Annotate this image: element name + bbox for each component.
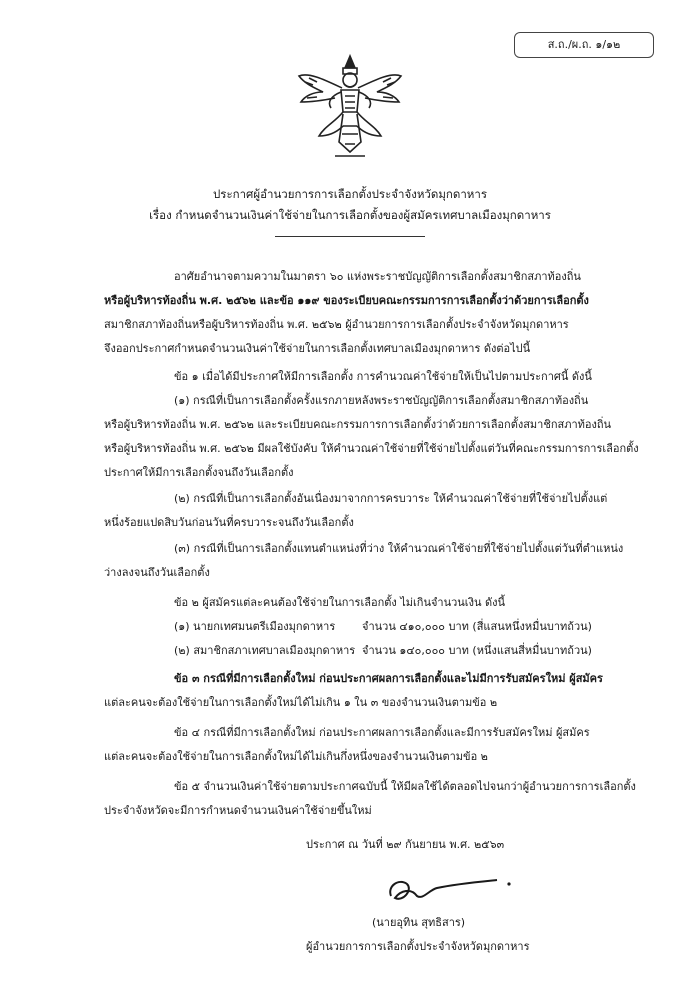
clause-1-item-3: (๓) กรณีที่เป็นการเลือกตั้งแทนตำแหน่งที่ว่าง ให้คำนวณค่าใช้จ่ายที่ใช้จ่ายไปตั้งแต่วันที่ตำแหน่ง [174,542,624,555]
clause-1-item-1: หรือผู้บริหารท้องถิ่น พ.ศ. ๒๕๖๒ มีผลใช้บังคับ ให้คำนวณค่าใช้จ่ายที่ใช้จ่ายไปตั้งแต่วันที่คณะกรรมการการเลือกตั้ง [104,442,639,455]
preamble-line: จึงออกประกาศกำหนดจำนวนเงินค่าใช้จ่ายในการเลือกตั้งเทศบาลเมืองมุกดาหาร ดังต่อไปนี้ [104,342,531,355]
preamble-line: หรือผู้บริหารท้องถิ่น พ.ศ. ๒๕๖๒ และข้อ ๑๑๙ ของระเบียบคณะกรรมการการเลือกตั้งว่าด้วยการเลือกตั้ง [104,294,589,307]
clause-2-row-amount: จำนวน ๑๔๐,๐๐๐ บาท (หนึ่งแสนสี่หมื่นบาทถ้วน) [362,644,592,657]
clause-5-line: ข้อ ๕ จำนวนเงินค่าใช้จ่ายตามประกาศฉบับนี้ ให้มีผลใช้ได้ตลอดไปจนกว่าผู้อำนวยการการเลือกตั้ง [174,780,636,793]
garuda-emblem-icon [295,52,405,162]
announcement-issuer: ประกาศผู้อำนวยการการเลือกตั้งประจำจังหวัดมุกดาหาร [212,187,488,201]
clause-1-item-3: ว่างลงจนถึงวันเลือกตั้ง [104,566,210,579]
clause-1-item-1: ประกาศให้มีการเลือกตั้งจนถึงวันเลือกตั้ง [104,466,294,479]
preamble-line: สมาชิกสภาท้องถิ่นหรือผู้บริหารท้องถิ่น พ.ศ. ๒๕๖๒ ผู้อำนวยการการเลือกตั้งประจำจังหวัดมุกดาหาร [104,318,569,331]
clause-3-line: แต่ละคนจะต้องใช้จ่ายในการเลือกตั้งใหม่ได้ไม่เกิน ๑ ใน ๓ ของจำนวนเงินตามข้อ ๒ [104,696,498,709]
announcement-date: ประกาศ ณ วันที่ ๒๙ กันยายน พ.ศ. ๒๕๖๓ [306,838,505,851]
preamble-line: อาศัยอำนาจตามความในมาตรา ๖๐ แห่งพระราชบัญญัติการเลือกตั้งสมาชิกสภาท้องถิ่น [174,270,581,283]
clause-2-row-label: (๒) สมาชิกสภาเทศบาลเมืองมุกดาหาร [174,644,356,657]
signatory-position: ผู้อำนวยการการเลือกตั้งประจำจังหวัดมุกดาหาร [306,940,530,953]
handwritten-signature [385,870,515,910]
announcement-subject: เรื่อง กำหนดจำนวนเงินค่าใช้จ่ายในการเลือกตั้งของผู้สมัครเทศบาลเมืองมุกดาหาร [149,208,551,222]
signatory-name: (นายอุทิน สุทธิสาร) [372,916,466,929]
clause-2-intro: ข้อ ๒ ผู้สมัครแต่ละคนต้องใช้จ่ายในการเลือกตั้ง ไม่เกินจำนวนเงิน ดังนี้ [174,596,505,609]
clause-5-line: ประจำจังหวัดจะมีการกำหนดจำนวนเงินค่าใช้จ่ายขึ้นใหม่ [104,804,372,817]
clause-1-item-1: (๑) กรณีที่เป็นการเลือกตั้งครั้งแรกภายหลังพระราชบัญญัติการเลือกตั้งสมาชิกสภาท้องถิ่น [174,394,589,407]
clause-2-row-amount: จำนวน ๔๑๐,๐๐๐ บาท (สี่แสนหนึ่งหมื่นบาทถ้วน) [362,620,592,633]
clause-1-item-2: หนึ่งร้อยแปดสิบวันก่อนวันที่ครบวาระจนถึงวันเลือกตั้ง [104,516,354,529]
document-code-box: ส.ถ./ผ.ถ. ๑/๑๒ [514,32,654,58]
clause-2-row-label: (๑) นายกเทศมนตรีเมืองมุกดาหาร [174,620,336,633]
clause-1-item-2: (๒) กรณีที่เป็นการเลือกตั้งอันเนื่องมาจากการครบวาระ ให้คำนวณค่าใช้จ่ายที่ใช้จ่ายไปตั้งแต่ [174,492,608,505]
clause-3-line: ข้อ ๓ กรณีที่มีการเลือกตั้งใหม่ ก่อนประกาศผลการเลือกตั้งและไม่มีการรับสมัครใหม่ ผู้สมัคร [174,672,603,685]
clause-4-line: แต่ละคนจะต้องใช้จ่ายในการเลือกตั้งใหม่ได้ไม่เกินกึ่งหนึ่งของจำนวนเงินตามข้อ ๒ [104,750,488,763]
header-divider [275,236,425,237]
clause-4-line: ข้อ ๔ กรณีที่มีการเลือกตั้งใหม่ ก่อนประกาศผลการเลือกตั้งและมีการรับสมัครใหม่ ผู้สมัคร [174,726,590,739]
clause-1-intro: ข้อ ๑ เมื่อได้มีประกาศให้มีการเลือกตั้ง การคำนวณค่าใช้จ่ายให้เป็นไปตามประกาศนี้ ดังนี้ [174,370,592,383]
clause-1-item-1: หรือผู้บริหารท้องถิ่น พ.ศ. ๒๕๖๒ และระเบียบคณะกรรมการการเลือกตั้งว่าด้วยการเลือกตั้งสมาชิกสภาท้องถิ่น [104,418,612,431]
